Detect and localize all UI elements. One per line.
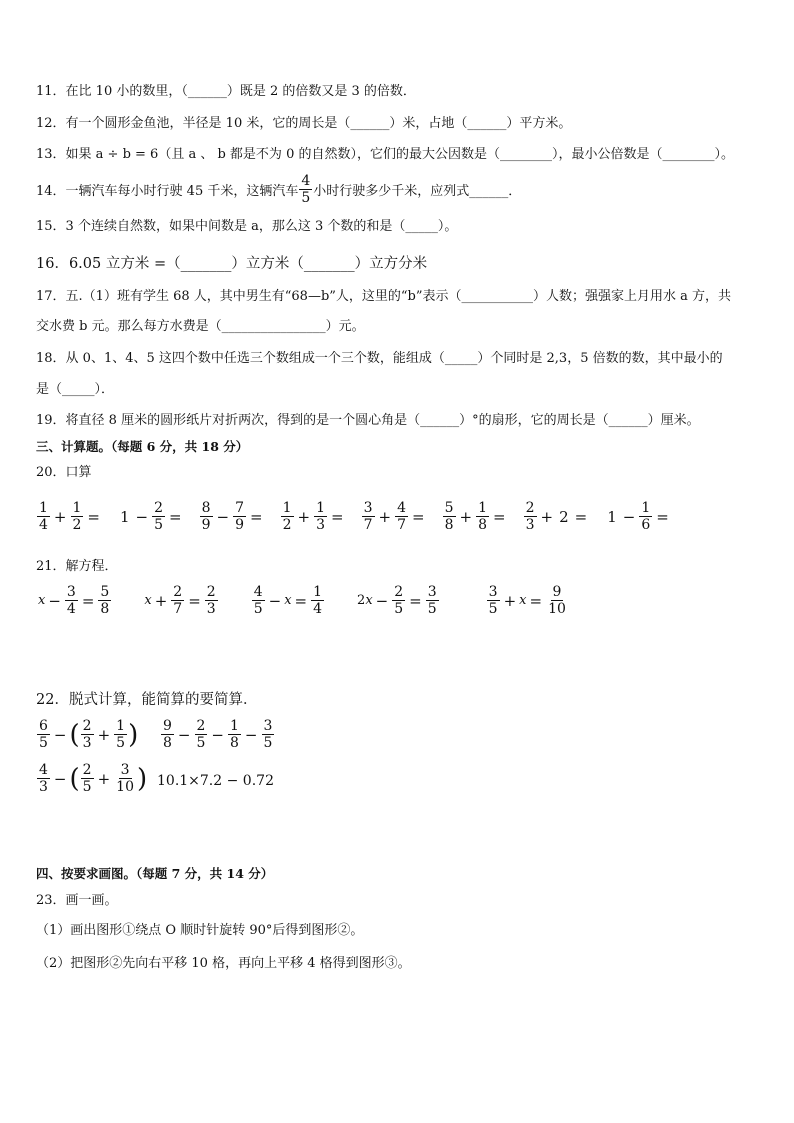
fraction-numerator: 4 [301, 173, 311, 189]
oral-item-2: 1 − $\frac{2}{5}$ = [120, 500, 182, 533]
question-18-line-2: 是（_____）． [36, 382, 115, 397]
oral-item-5: $\frac{3}{7}$ + $\frac{4}{7}$ = [363, 500, 425, 533]
question-23-part-2: （2）把图形②先向右平移 10 格，再向上平移 4 格得到图形③。 [36, 956, 411, 971]
question-12: 12．有一个圆形金鱼池，半径是 10 米，它的周长是（______）米，占地（______）平方米。 [36, 116, 572, 131]
equation-4: 2 x − $\frac{2}{5}$ = $\frac{3}{5}$ [357, 584, 437, 617]
section-3-heading: 三、计算题。（每题 6 分，共 18 分） [36, 439, 249, 454]
question-19: 19．将直径 8 厘米的圆形纸片对折两次，得到的是一个圆心角是（______）°的扇形，它的周长是（______）厘米。 [36, 413, 700, 428]
question-14 [36, 173, 521, 206]
equation-5: $\frac{3}{5}$ + x = $\frac{9}{10}$ [488, 584, 566, 617]
question-18-line-1: 18．从 0、1、4、5 这四个数中任选三个数组成一个三个数，能组成（_____）个同时是 2,3，5 倍数的数，其中最小的 [36, 351, 723, 366]
equation-row [38, 584, 569, 617]
oral-item-4: $\frac{1}{2}$ + $\frac{1}{3}$ = [282, 500, 344, 533]
question-14-text-end: 小时行驶多少千米，应列式______． [313, 184, 522, 199]
equation-3: $\frac{4}{5}$ − x = $\frac{1}{4}$ [253, 584, 323, 617]
question-23: 23．画一画。 [36, 893, 118, 908]
question-15: 15．3 个连续自然数，如果中间数是 a，那么这 3 个数的和是（_____）。 [36, 219, 458, 234]
fraction-denominator: 5 [301, 190, 311, 206]
question-22: 22．脱式计算，能简算的要简算． [36, 692, 258, 708]
question-20: 20．口算 [36, 465, 92, 480]
expression-4: 10.1×7.2 − 0.72 [157, 773, 274, 789]
question-17-line-1: 17．五.（1）班有学生 68 人，其中男生有“68—b”人，这里的“b”表示（___________）人数；强强家上月用水 a 方，共 [36, 289, 732, 304]
equation-1: x − $\frac{3}{4}$ = $\frac{5}{8}$ [38, 584, 110, 617]
question-13: 13．如果 a ÷ b = 6（且 a 、 b 都是不为 0 的自然数），它们的最大公因数是（________），最小公倍数是（________）。 [36, 147, 734, 162]
expression-2: $\frac{9}{8}$ − $\frac{2}{5}$ − $\frac{1}{8}$ − $\frac{3}{5}$ [163, 718, 273, 751]
equation-2: x + $\frac{2}{7}$ = $\frac{2}{3}$ [144, 584, 216, 617]
section-4-heading: 四、按要求画图。（每题 7 分，共 14 分） [36, 866, 274, 881]
oral-item-8: 1 − $\frac{1}{6}$ = [607, 500, 669, 533]
oral-item-6: $\frac{5}{8}$ + $\frac{1}{8}$ = [444, 500, 506, 533]
expression-1: $\frac{6}{5}$ − ( $\frac{2}{3}$ + $\frac{1}{5}$ ) [39, 718, 139, 751]
question-14-fraction [299, 173, 312, 206]
expression-3: $\frac{4}{3}$ − ( $\frac{2}{5}$ + $\frac{3}{10}$ ) [39, 762, 148, 795]
oral-item-7: $\frac{2}{3}$ + 2 = [525, 500, 588, 533]
question-16: 16．6.05 立方米 =（_______）立方米（_______）立方分米 [36, 256, 428, 272]
question-14-text: 14．一辆汽车每小时行驶 45 千米，这辆汽车 [36, 184, 299, 199]
oral-item-3: $\frac{8}{9}$ − $\frac{7}{9}$ = [201, 500, 263, 533]
oral-calc-row [36, 500, 672, 533]
question-11: 11．在比 10 小的数里，（______）既是 2 的倍数又是 3 的倍数． [36, 84, 416, 99]
oral-item-1: $\frac{1}{4}$ + $\frac{1}{2}$ = [39, 500, 100, 533]
question-17-line-2: 交水费 b 元。那么每方水费是（________________）元。 [36, 319, 365, 334]
question-21: 21．解方程． [36, 559, 118, 574]
question-23-part-1: （1）画出图形①绕点 O 顺时针旋转 90°后得到图形②。 [36, 923, 364, 938]
